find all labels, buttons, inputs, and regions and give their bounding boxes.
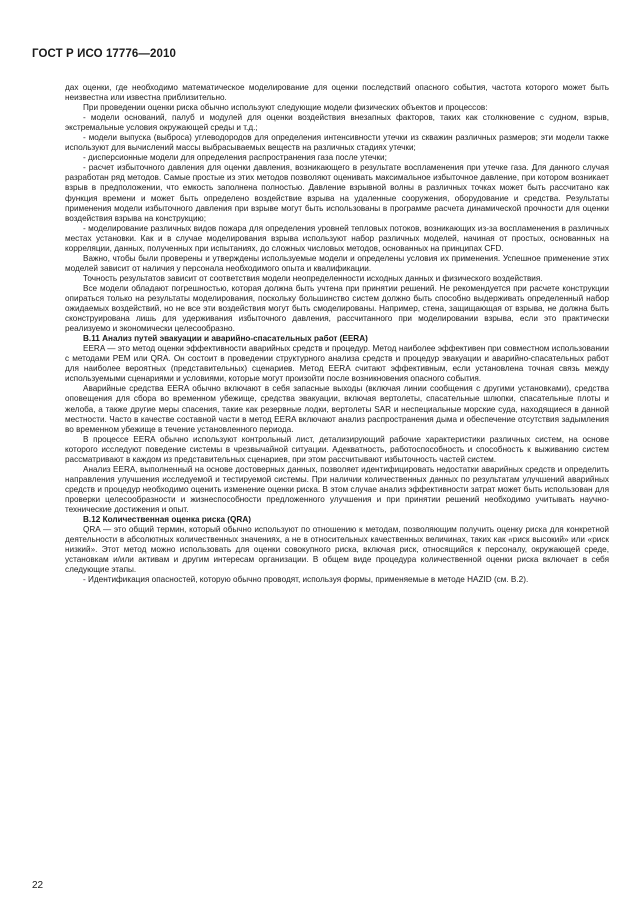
paragraph: QRA — это общий термин, который обычно используют по отношению к методам, позволяющим получить оценку риска для конкретной деятельности в абсолютных количественных значениях, а не в относительных качественных величинах, таких как «риск высокий» или «риск низкий». Этот метод можно использовать для оценки совокупного риска, включая риск, относящийся к персоналу, окружающей среде, установкам и/или активам и другим интересам организации. В общем виде процедура количественной оценки риска включает в себя следующие этапы.	[65, 525, 609, 575]
page-header-standard-title: ГОСТ Р ИСО 17776—2010	[32, 48, 177, 60]
page-body	[65, 83, 609, 585]
list-item: - Идентификация опасностей, которую обычно проводят, используя формы, применяемые в методе HAZID (см. В.2).	[83, 575, 529, 585]
paragraph: Аварийные средства EERA обычно включают в себя запасные выходы (включая линии сообщения с другими установками), средства оповещения для сбора во временном убежище, средства эвакуации, включая вертолеты, спасательные шлюпки, спасательные плоты и желоба, а также другие меры спасения, такие как резервные лодки, вертолеты SAR и неспециальные морские суда, находящиеся в данной местности. Часто в качестве составной части в метод EERA включают анализ распространения дыма и обеспечение отсутствия задымления во временном убежище в течение установленного периода.	[65, 384, 609, 434]
section-heading-b12: В.12 Количественная оценка риска (QRA)	[83, 515, 251, 525]
page-number: 22	[32, 880, 44, 891]
list-item: - моделирование различных видов пожара для определения уровней тепловых потоков, возникающих из-за воспламенения в различных местах установки. Как и в случае моделирования взрыва используют набор различных моделей, начиная от простых, основанных на корреляции, данных, полученных при испытаниях, до сложных числовых методов, основанных на принципах CFD.	[65, 223, 609, 253]
list-item: - дисперсионные модели для определения распространения газа после утечки;	[83, 153, 387, 163]
paragraph: Точность результатов зависит от соответствия модели неопределенности исходных данных и физического воздействия.	[83, 273, 543, 283]
paragraph: При проведении оценки риска обычно используют следующие модели физических объектов и процессов:	[83, 103, 488, 113]
paragraph: В процессе EERA обычно используют контрольный лист, детализирующий рабочие характеристики различных систем, на основе которого исследуют поведение системы в чрезвычайной ситуации. Адекватность, работоспособность и способность к выживанию систем рассматривают в каждом из представительных сценариев, при этом рассчитывают избыточность частей систем.	[65, 434, 609, 464]
list-item: - модели выпуска (выброса) углеводородов для определения интенсивности утечки из скважин различных размеров; эти модели также используют для вычислений массы выбрасываемых веществ на различных стадиях утечки;	[65, 133, 609, 153]
paragraph: Все модели обладают погрешностью, которая должна быть учтена при принятии решений. Не рекомендуется при расчете конструкции опираться только на результаты моделирования, поскольку большинство систем должно быть способно выдерживать определенный набор ожидаемых воздействий, но не все эти воздействия могут быть смоделированы. Например, стена, защищающая от взрыва, не должна быть сконструирована лишь для удерживания избыточного давления, рассчитанного при моделировании взрыва, если это практически реализуемо и экономически целесообразно.	[65, 283, 609, 334]
paragraph: Анализ EERA, выполненный на основе достоверных данных, позволяет идентифицировать недостатки аварийных средств и определить направления улучшения исследуемой и тестируемой системы. При наличии количественных данных по результатам улучшений аварийных средств и процедур необходимо оценить изменение оценки риска. В этом случае анализ эффективности затрат может быть использован для проверки целесообразности и жизнеспособности предложенного улучшения и при принятии решений необходимо учитывать научно-технические достижения и опыт.	[65, 464, 609, 514]
list-item: - модели оснований, палуб и модулей для оценки воздействия внезапных факторов, таких как столкновение с судном, взрыв, экстремальные условия окружающей среды и т.д.;	[65, 113, 609, 133]
paragraph: Важно, чтобы были проверены и утверждены используемые модели и определены условия их применения. Успешное применение этих моделей зависит от наличия у персонала необходимого опыта и квалификации.	[65, 253, 609, 273]
section-heading-b11: В.11 Анализ путей эвакуации и аварийно-спасательных работ (EERA)	[83, 334, 368, 344]
list-item: - расчет избыточного давления для оценки давления, возникающего в результате воспламенения при утечке газа. Для данного случая разработан ряд методов. Самые простые из этих методов позволяют оценивать максимальное избыточное давление, при котором возникает взрыв в предположении, что емкость заполнена полностью. Давление взрывной волны в различных точках может быть рассчитано как функция времени и может быть определено воздействие взрыва на удаленные сооружения, оборудование и средства. Результаты применения модели избыточного давления при взрыве могут быть использованы в программе расчета динамической прочности для оценки воздействия взрыва на конструкцию;	[65, 163, 609, 223]
paragraph: дах оценки, где необходимо математическое моделирование для оценки последствий опасного события, частота которого может быть неизвестна или известна приблизительно.	[65, 83, 609, 103]
paragraph: EERA — это метод оценки эффективности аварийных средств и процедур. Метод наиболее эффективен при совместном использовании с методами PEM или QRA. Он состоит в проведении структурного анализа средств и процедур эвакуации и аварийно-спасательных работ для наиболее вероятных (представительных) сценариев. Метод EERA считают эффективным, если установлена точная связь между используемыми сценариями и условиями, которые могут произойти после возникновения опасного события.	[65, 344, 609, 384]
